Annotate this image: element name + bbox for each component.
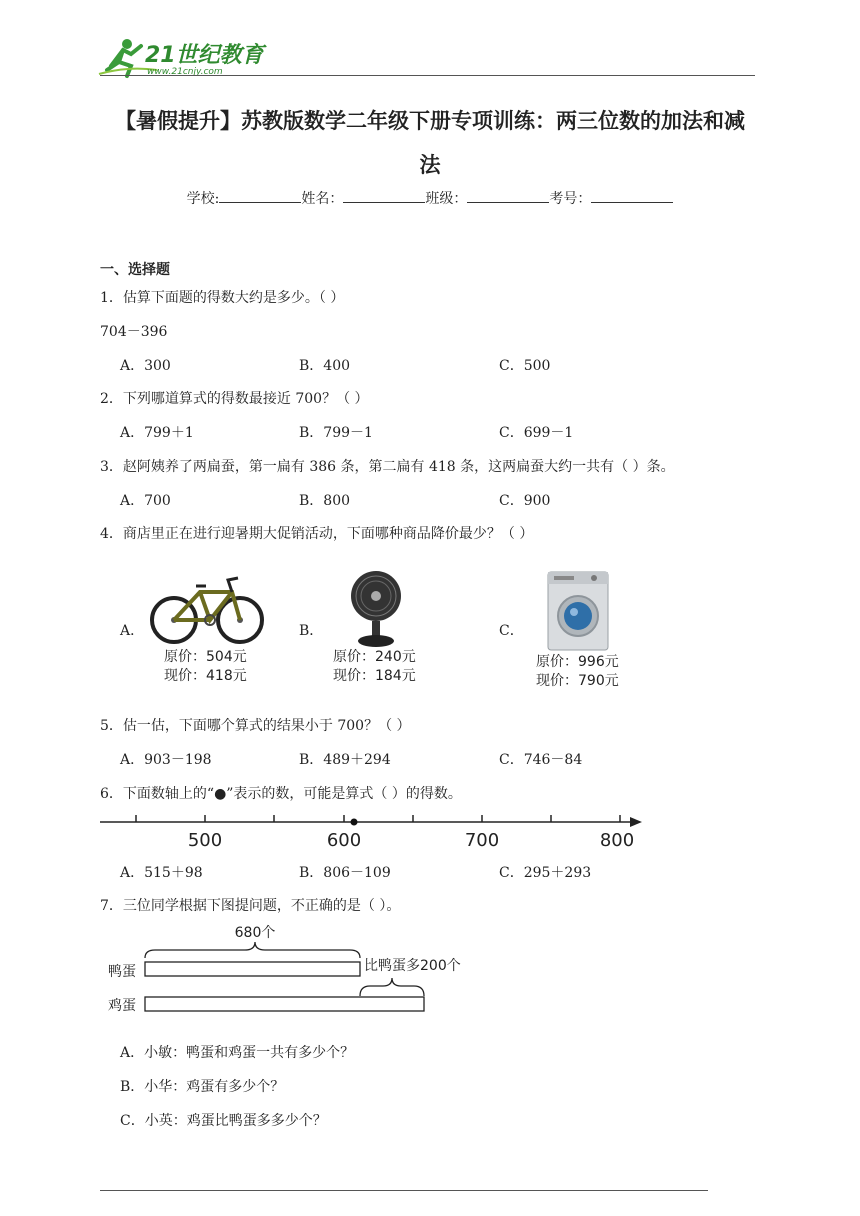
section-title: 一、选择题 — [100, 262, 170, 278]
bike-current-price: 现价：418元 — [164, 668, 247, 684]
question-4: 4．商店里正在进行迎暑期大促销活动，下面哪种商品降价最少？（ ） — [100, 526, 534, 542]
more-label: 比鸭蛋多200个 — [364, 958, 461, 974]
number-line — [98, 808, 650, 854]
number-line-dot — [351, 819, 358, 826]
question-1: 1．估算下面题的得数大约是多少。（ ） — [100, 290, 345, 306]
bike-original-price: 原价：504元 — [164, 649, 247, 665]
q2-option-b[interactable]: B．799－1 — [299, 425, 373, 441]
question-1-expression: 704－396 — [100, 324, 168, 340]
fan-icon — [346, 570, 406, 648]
q2-option-c[interactable]: C．699－1 — [499, 425, 574, 441]
q6-option-a[interactable]: A．515＋98 — [120, 865, 203, 881]
q1-option-c[interactable]: C．500 — [499, 358, 551, 374]
washer-current-price: 现价：790元 — [536, 673, 619, 689]
page-title: 【暑假提升】苏教版数学二年级下册专项训练：两三位数的加法和减 — [115, 108, 745, 133]
number-line-arrow — [630, 817, 642, 827]
duck-bar — [145, 962, 360, 976]
fan-current-price: 现价：184元 — [333, 668, 416, 684]
q1-option-b[interactable]: B．400 — [299, 358, 351, 374]
question-5: 5．估一估，下面哪个算式的结果小于 700？（ ） — [100, 718, 411, 734]
chicken-bar — [145, 997, 424, 1011]
duck-total-label: 680个 — [234, 925, 276, 941]
q3-option-c[interactable]: C．900 — [499, 493, 551, 509]
site-logo — [97, 36, 267, 80]
q6-option-c[interactable]: C．295＋293 — [499, 865, 592, 881]
egg-diagram — [100, 918, 480, 1018]
exam-no-label: 考号： — [549, 191, 592, 207]
washing-machine-icon — [546, 570, 610, 652]
q4-option-c[interactable]: C． — [499, 623, 524, 639]
student-info — [96, 188, 764, 208]
duck-label: 鸭蛋 — [108, 964, 136, 980]
header-rule — [100, 75, 755, 76]
q1-option-a[interactable]: A．300 — [120, 358, 171, 374]
svg-text:www.21cnjy.com: www.21cnjy.com — [147, 67, 223, 77]
q5-option-b[interactable]: B．489＋294 — [299, 752, 391, 768]
question-7: 7．三位同学根据下图提问题，不正确的是（ ）。 — [100, 898, 401, 914]
q7-option-c[interactable]: C．小英：鸡蛋比鸭蛋多多少个？ — [120, 1113, 327, 1129]
q3-option-b[interactable]: B．800 — [299, 493, 351, 509]
axis-label-500: 500 — [187, 830, 223, 851]
school-label: 学校: — [186, 191, 220, 207]
q5-option-a[interactable]: A．903－198 — [120, 752, 212, 768]
class-label: 班级： — [425, 191, 468, 207]
q6-option-b[interactable]: B．806－109 — [299, 865, 391, 881]
q2-option-a[interactable]: A．799＋1 — [120, 425, 194, 441]
bicycle-icon — [148, 570, 266, 646]
question-3: 3．赵阿姨养了两扁蚕，第一扁有 386 条，第二扁有 418 条，这两扁蚕大约一共有（ ）条。 — [100, 459, 675, 475]
name-label: 姓名： — [301, 191, 344, 207]
q7-option-a[interactable]: A．小敏：鸭蛋和鸡蛋一共有多少个？ — [120, 1045, 355, 1061]
question-6: 6．下面数轴上的“●”表示的数，可能是算式（ ）的得数。 — [100, 786, 462, 802]
axis-label-600: 600 — [326, 830, 362, 851]
top-brace — [145, 942, 360, 958]
q4-option-a[interactable]: A． — [120, 623, 145, 639]
exam-no-blank[interactable] — [591, 188, 673, 203]
class-blank[interactable] — [467, 188, 549, 203]
footer-rule — [100, 1190, 708, 1191]
difference-brace — [360, 978, 424, 996]
washer-original-price: 原价：996元 — [536, 654, 619, 670]
axis-label-800: 800 — [599, 830, 635, 851]
school-blank[interactable] — [219, 188, 301, 203]
svg-text:21世纪教育: 21世纪教育 — [145, 43, 264, 68]
q5-option-c[interactable]: C．746－84 — [499, 752, 583, 768]
page-title-line2: 法 — [419, 152, 441, 177]
chicken-label: 鸡蛋 — [108, 998, 136, 1014]
q4-option-b[interactable]: B． — [299, 623, 324, 639]
q7-option-b[interactable]: B．小华：鸡蛋有多少个？ — [120, 1079, 285, 1095]
question-2: 2．下列哪道算式的得数最接近 700？（ ） — [100, 391, 369, 407]
axis-label-700: 700 — [464, 830, 500, 851]
q3-option-a[interactable]: A．700 — [120, 493, 171, 509]
name-blank[interactable] — [343, 188, 425, 203]
fan-original-price: 原价：240元 — [333, 649, 416, 665]
